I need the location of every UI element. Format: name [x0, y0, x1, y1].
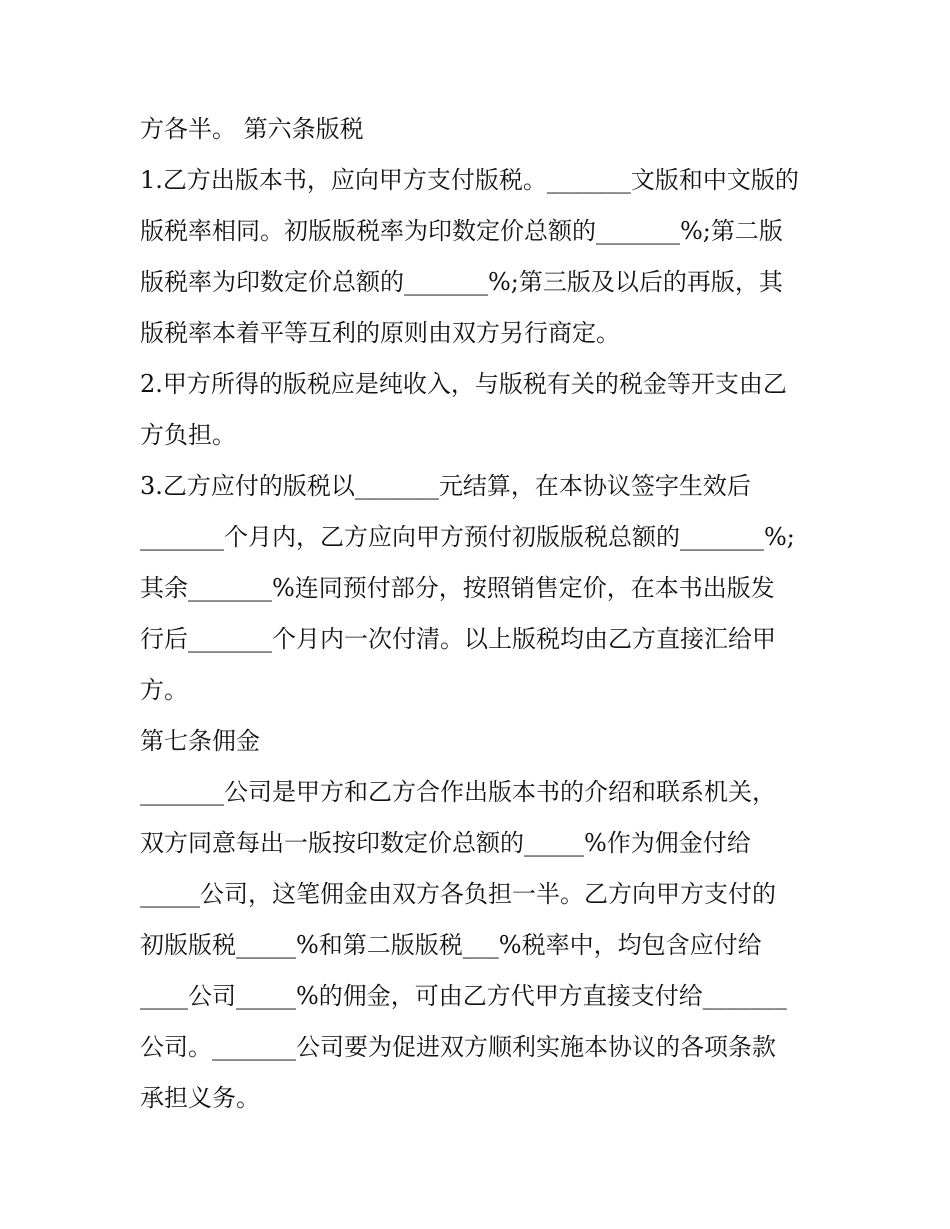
text-line: 行后_______个月内一次付清。以上版税均由乙方直接汇给甲: [140, 625, 776, 653]
text-line: 3.乙方应付的版税以_______元结算，在本协议签字生效后: [140, 472, 751, 500]
text-line: 2.甲方所得的版税应是纯收入，与版税有关的税金等开支由乙: [140, 370, 787, 398]
text-line: 版税率为印数定价总额的_______%;第三版及以后的再版，其: [140, 268, 783, 296]
text-line: 初版版税_____%和第二版版税___%税率中，均包含应付给: [140, 931, 762, 959]
text-line: 版税率相同。初版版税率为印数定价总额的_______%;第二版: [140, 217, 783, 245]
text-line: _______公司是甲方和乙方合作出版本书的介绍和联系机关，: [140, 778, 776, 806]
text-line: 1.乙方出版本书，应向甲方支付版税。_______文版和中文版的: [140, 166, 799, 194]
text-line: 版税率本着平等互利的原则由双方另行商定。: [140, 319, 620, 347]
text-line: ____公司_____%的佣金，可由乙方代甲方直接支付给_______: [140, 982, 787, 1010]
text-line: 方各半。 第六条版税: [140, 115, 364, 143]
text-line: _______个月内，乙方应向甲方预付初版版税总额的_______%;: [140, 523, 795, 551]
text-line: 双方同意每出一版按印数定价总额的_____%作为佣金付给: [140, 829, 751, 857]
text-line: _____公司，这笔佣金由双方各负担一半。乙方向甲方支付的: [140, 880, 776, 908]
text-line: 公司。_______公司要为促进双方顺利实施本协议的各项条款: [140, 1033, 776, 1061]
text-line: 其余_______%连同预付部分，按照销售定价，在本书出版发: [140, 574, 775, 602]
text-line: 方。: [140, 676, 188, 704]
section-heading: 第七条佣金: [140, 727, 260, 755]
text-line: 方负担。: [140, 421, 236, 449]
text-line: 承担义务。: [140, 1084, 260, 1112]
contract-text: [140, 104, 820, 1124]
